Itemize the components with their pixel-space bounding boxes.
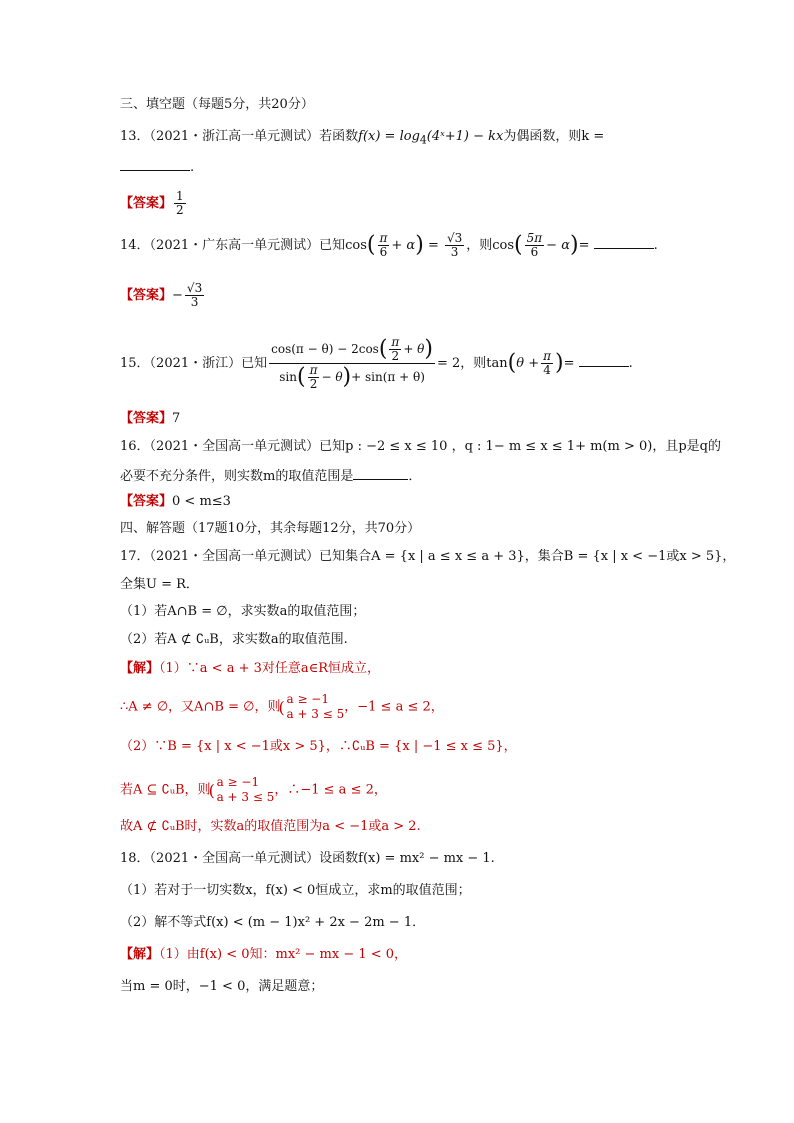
q17-solution-line4 <box>120 775 387 805</box>
q17-sol4a: 若A ⊆ ∁ᵤB，则 <box>120 782 211 798</box>
q15-suffix: = <box>563 356 575 371</box>
q17-sol2b: ，−1 ≤ a ≤ 2， <box>344 699 444 715</box>
q14-alpha1: + α <box>391 238 416 253</box>
q13-answer-numerator: 1 <box>176 189 184 203</box>
q14-value-den: 3 <box>450 245 459 259</box>
q13-answer-denominator: 2 <box>176 203 184 217</box>
q15-den-c: + sin(π + θ) <box>351 370 425 384</box>
q16-answer-label: 【答案】 <box>120 494 173 509</box>
q17-solution-line5: 故A ⊄ ∁ᵤB时，实数a的取值范围为a < −1或a > 2. <box>120 819 421 834</box>
q14-alpha2: − α <box>546 238 570 253</box>
q13-log-base: 4 <box>419 133 427 147</box>
q15-prefix: 15．（2021・浙江）已知 <box>120 356 268 371</box>
q15-num-a: cos(π − θ) − 2cos <box>271 342 379 356</box>
q14-answer <box>120 282 206 309</box>
q17-sol4b: ，∴−1 ≤ a ≤ 2， <box>274 782 387 798</box>
q13-answer-label: 【答案】 <box>120 196 173 211</box>
q14-suffix: = <box>578 238 590 253</box>
q14-frac1 <box>378 232 390 259</box>
q15-eq: = 2，则tan <box>437 356 508 371</box>
q16-line2-text: 必要不充分条件，则实数m的取值范围是 <box>120 469 354 484</box>
q16-line2 <box>120 467 421 486</box>
question-15: 15．（2021・浙江）已知 cos(π − θ) − 2cos( $\frac{\pi}{2}$ + θ) sin( $\frac{\pi}{2}$ − θ)+ sin(π + θ) = 2，则tan(θ + $\frac{\pi}{4}$ )= . <box>120 335 633 391</box>
q18-sol-label: 【解】 <box>120 947 160 962</box>
q13-prefix: 13．（2021・浙江高一单元测试）若函数 <box>120 129 359 144</box>
q17-sol-label: 【解】 <box>120 661 160 676</box>
q18-solution-line1 <box>120 946 407 964</box>
q17-solution-line1 <box>120 660 380 678</box>
q17-system1 <box>280 692 344 722</box>
q14-frac2 <box>525 232 545 259</box>
q13-answer <box>120 190 188 217</box>
q15-denominator: sin( $\frac{\pi}{2}$ − θ)+ sin(π + θ) <box>279 363 425 391</box>
q14-blank <box>594 236 654 249</box>
q15-main-fraction <box>269 336 435 391</box>
q14-eq: = <box>427 238 439 253</box>
question-14: 14．（2021・广东高一单元测试）已知cos( $\frac{\pi}{6}$ + α) = $\frac{√3}{3}$ ，则cos( $\frac{5\pi}{6}$ − α)= . <box>120 231 658 259</box>
q17-solution-line3: （2）∵B = {x | x < −1或x > 5}，∴∁ᵤB = {x | −1 ≤ x ≤ 5}， <box>120 739 517 754</box>
q17-part2: （2）若A ⊄ ∁ᵤB，求实数a的取值范围. <box>120 632 348 647</box>
q13-suffix: 为偶函数，则k = <box>503 129 605 144</box>
q17-solution-line2 <box>120 692 444 722</box>
q14-frac2-den: 6 <box>530 245 539 259</box>
q18-part2: （2）解不等式f(x) < (m − 1)x² + 2x − 2m − 1． <box>120 915 426 930</box>
q18-part1: （1）若对于一切实数x，f(x) < 0恒成立，求m的取值范围； <box>120 883 471 898</box>
q13-blank <box>120 158 190 171</box>
q15-answer-label: 【答案】 <box>120 411 173 426</box>
q17-sol1: （1）∵a < a + 3对任意a∈R恒成立， <box>159 661 381 676</box>
q15-tan-frac-n: π <box>543 349 551 363</box>
q18-line1: 18．（2021・全国高一单元测试）设函数f(x) = mx² − mx − 1. <box>120 851 495 866</box>
q16-blank <box>353 467 408 480</box>
q15-den-a: sin <box>279 370 297 384</box>
q14-answer-label: 【答案】 <box>120 288 173 303</box>
q15-blank <box>579 354 629 367</box>
q16-line2-end: ． <box>408 469 422 484</box>
q14-value-num: √3 <box>446 231 463 245</box>
q13-func: f(x) = log <box>358 129 420 144</box>
q13-answer-fraction <box>174 190 186 217</box>
q14-mid: ，则cos <box>466 238 515 253</box>
q15-answer <box>120 410 180 428</box>
q16-answer <box>120 493 231 511</box>
q17-line1: 17．（2021・全国高一单元测试）已知集合A = {x | a ≤ x ≤ a + 3}，集合B = {x | x < −1或x > 5}， <box>120 549 736 564</box>
q17-sys2a: ( a ≥ −1 <box>216 775 260 789</box>
q16-answer-value: 0 < m≤3 <box>172 494 231 509</box>
q17-sys1a: ( a ≥ −1 <box>286 692 329 706</box>
q15-den-frac-d: 2 <box>309 377 318 391</box>
q18-solution-line2: 当m = 0时，−1 < 0，满足题意； <box>120 979 324 994</box>
q13-arg: (4ˣ+1) − kx <box>426 129 504 144</box>
q14-frac1-num: π <box>379 231 388 245</box>
q15-num-frac-n: π <box>391 335 400 349</box>
q14-answer-fraction <box>185 282 204 309</box>
q14-frac1-den: 6 <box>379 245 388 259</box>
q15-numerator: cos(π − θ) − 2cos( $\frac{\pi}{2}$ + θ) <box>271 335 433 363</box>
q17-sys2b: a + 3 ≤ 5 <box>216 790 275 804</box>
q14-answer-sign: − <box>172 288 183 303</box>
q17-sol2a: ∴A ≠ ∅，又A∩B = ∅，则 <box>120 699 281 715</box>
q15-tan-frac-d: 4 <box>543 363 551 377</box>
q14-frac2-num: 5π <box>526 231 543 245</box>
q15-den-frac-n: π <box>309 363 318 377</box>
q17-line2: 全集U = R． <box>120 577 199 592</box>
question-13 <box>120 128 604 150</box>
q14-answer-num: √3 <box>186 281 203 295</box>
q15-den-b: − θ <box>321 370 343 384</box>
q18-sol1: （1）由f(x) < 0知：mx² − mx − 1 < 0， <box>159 947 408 962</box>
q17-system2 <box>211 775 275 805</box>
q15-answer-value: 7 <box>172 411 181 426</box>
q15-tan-a: θ + <box>516 356 540 371</box>
q17-sys1b: a + 3 ≤ 5 <box>286 707 345 721</box>
section-3-title: 三、填空题（每题5分，共20分） <box>120 97 314 112</box>
q13-blank-line: . <box>120 158 194 177</box>
q14-answer-den: 3 <box>190 295 199 309</box>
q15-num-frac-d: 2 <box>391 349 400 363</box>
q17-part1: （1）若A∩B = ∅，求实数a的取值范围； <box>120 604 366 619</box>
section-4-title: 四、解答题（17题10分，其余每题12分，共70分） <box>120 521 421 536</box>
q14-value-frac <box>445 232 464 259</box>
q14-prefix: 14．（2021・广东高一单元测试）已知cos <box>120 238 367 253</box>
q15-num-b: + θ <box>403 342 425 356</box>
q16-line1: 16．（2021・全国高一单元测试）已知p : −2 ≤ x ≤ 10 ，q : 1− m ≤ x ≤ 1+ m(m > 0)，且p是q的 <box>120 439 721 454</box>
